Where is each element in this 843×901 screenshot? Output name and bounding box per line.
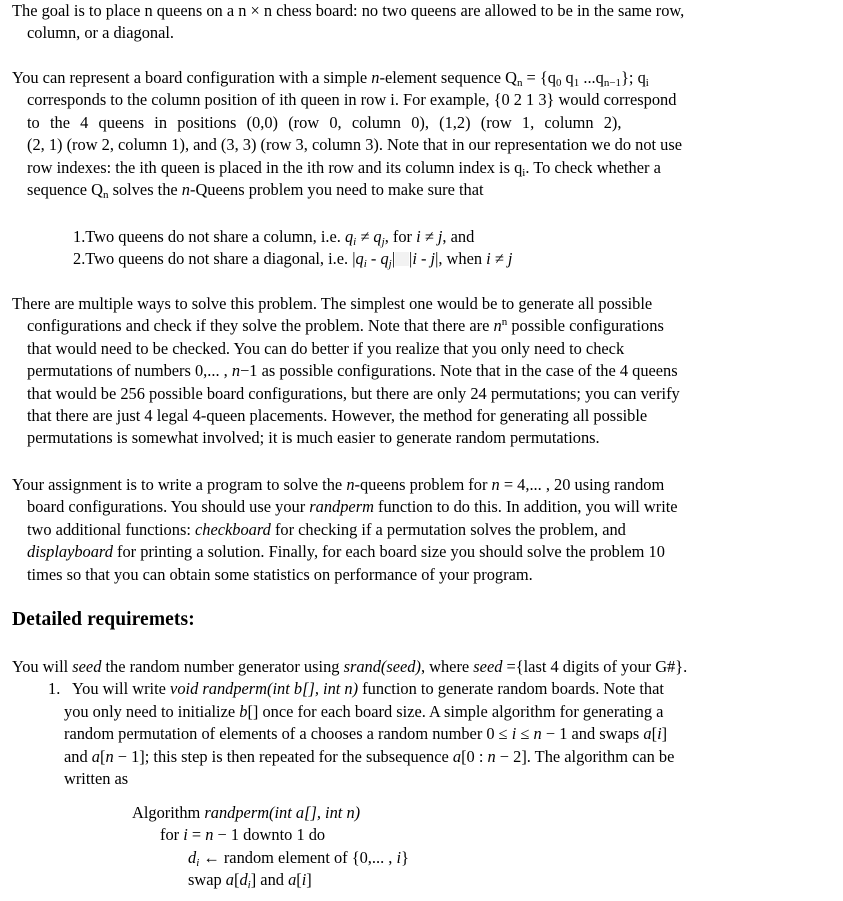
text-run: for printing a solution. Finally, for each board size you should solve the problem 10 [112,542,665,562]
text-run: 2.Two queens do not share a diagonal, i.e. | [73,249,356,269]
blank-gap [395,252,409,266]
function-signature: void randperm(int b[], int n) [170,679,359,699]
list-item [73,226,693,248]
text-run: }; q [621,68,646,87]
text-run: permutations of numbers 0,... , [27,361,232,381]
text-run: random permutation of elements of a chooses a random number 0 ≤ [64,724,512,744]
text-run: function to generate random boards. Note that [358,679,664,699]
math-var: i [396,847,402,867]
math-var: a [452,746,462,766]
text-run: Your assignment is to write a program to solve the [12,475,347,494]
text-line [12,496,804,518]
text-line [12,338,804,360]
text-run: function to do this. In addition, you will write [373,497,678,517]
math-sub: i [247,879,251,892]
math-var: i ≠ j [416,227,443,246]
math-var: q [355,249,364,269]
text-line [12,383,804,405]
text-line [12,701,804,723]
section-heading: Detailed requiremets: [12,609,195,630]
text-line [12,293,804,315]
text-line [12,723,804,745]
text-line [12,179,804,201]
math-var: n [231,361,241,381]
algorithm-block [132,802,552,892]
math-var: n [491,475,500,494]
text-run: 1. You will write [48,679,171,699]
text-run: ] [661,724,668,744]
math-sub: i [353,236,357,248]
math-var: i - j [412,249,436,269]
function-name: checkboard [194,519,271,539]
intro-paragraph [12,0,804,45]
text-run: that would be 256 possible board configurations, but there are only 24 permutations; you can verify [27,383,680,403]
text-run: corresponds to the column position of ith queen in row i. For example, {0 2 1 3} would correspond [27,90,677,110]
text-run: that there are just 4 legal 4-queen placements. However, the method for generating all possible [27,406,648,426]
text-run: written as [64,769,129,789]
math-var: q [344,227,354,246]
math-var: d [188,847,197,867]
text-line [12,541,804,563]
list-item [12,678,804,700]
math-var: n [181,180,190,200]
text-line [12,427,804,449]
text-line [12,22,804,44]
text-run: that would need to be checked. You can do better if you realize that you only need to check [27,338,625,358]
math-sub: n [516,77,523,89]
text-run: permutations is somewhat involved; it is much easier to generate random permutations. [27,428,600,448]
text-run: ≤ [516,724,534,744]
text-line [12,405,804,427]
text-run: ={last 4 digits of your G#}. [502,657,688,676]
text-run: you only need to initialize [64,701,240,721]
algorithm-line [132,802,552,824]
math-var: n [346,475,355,494]
math-var: - q [366,249,389,269]
math-var: a [288,870,297,890]
math-var: a [225,870,234,890]
text-run: solves the [108,180,182,200]
text-line [12,134,804,156]
math-var: d [239,870,248,890]
math-var: b [239,701,248,721]
function-signature: randperm(int a[], int n) [204,803,361,822]
requirements-section [12,656,804,790]
math-sub: 1 [573,77,580,89]
math-var: ≠ q [356,227,382,246]
text-run: ] [306,870,312,890]
text-run: -Queens problem you need to make sure that [190,180,484,200]
text-line [12,315,804,337]
math-sub: i [196,856,200,869]
math-sub: n [103,189,109,202]
conditions-list [73,226,693,271]
math-var: i [657,724,662,744]
assignment-paragraph [12,474,804,586]
math-sub: 0 [555,77,562,89]
math-sub: n−1 [603,77,622,89]
math-var: n [533,724,542,744]
math-var: a [91,746,100,766]
text-run: ← random element of {0,... , [199,847,397,867]
text-run: There are multiple ways to solve this problem. The simplest one would be to generate all possible [12,294,653,313]
text-line [12,89,804,111]
text-run: to the 4 queens in positions (0,0) (row 0, column 0), (1,2) (row 1, column 2), [27,112,622,132]
text-run: [ [651,724,658,744]
text-run: ] and [250,870,289,890]
text-run: |, when [435,249,487,269]
text-run: [] once for each board size. A simple algorithm for generating a [247,701,664,721]
text-run: (2, 1) (row 2, column 1), and (3, 3) (row 3, column 3). Note that in our representation we do not use [27,135,683,155]
text-run: −1 as possible configurations. Note that in the case of the 4 queens [240,361,678,381]
text-run: configurations and check if they solve the problem. Note that there are [27,316,494,336]
text-run: [ [234,870,240,890]
text-run: possible configurations [507,316,664,336]
text-line [12,360,804,382]
text-run: board configurations. You should use your [27,497,310,517]
text-run: − 1 and swaps [541,724,644,744]
text-run: swap [188,870,226,890]
math-var: i [511,724,517,744]
text-line [12,519,804,541]
math-var: n [105,746,114,766]
text-line [12,112,804,134]
function-name: displayboard [27,542,113,562]
text-run: times so that you can obtain some statistics on performance of your program. [27,564,533,584]
text-line [12,564,804,586]
math-sup: n [501,316,508,329]
function-name: randperm [309,497,374,517]
math-var: i [183,825,188,845]
text-line [12,67,804,89]
text-run: , and [442,227,475,246]
text-run: for [160,825,184,845]
text-run: − 2]. The algorithm can be [495,746,675,766]
text-run: [0 : [461,746,488,766]
text-run: = 4,... , 20 using random [499,475,665,494]
text-run: and [64,746,92,766]
text-run: sequence Q [27,180,103,200]
math-sub: i [645,77,649,89]
math-sub: i [363,258,367,271]
text-run: q [561,68,574,87]
text-run: | [409,249,413,269]
text-line [12,0,804,22]
methods-paragraph [12,293,804,450]
text-run: − 1]; this step is then repeated for the subsequence [113,746,453,766]
algorithm-line [132,869,552,891]
text-run: [ [296,870,302,890]
text-run: 1.Two queens do not share a column, i.e. [73,227,345,246]
math-sub: i [522,166,526,179]
text-line [12,474,804,496]
math-var: n [493,316,502,336]
text-run: [ [99,746,106,766]
text-run: You can represent a board configuration with a simple [12,68,372,87]
algorithm-line [132,847,552,869]
text-run: = [187,825,206,845]
text-run: , for [384,227,417,246]
text-line [12,768,804,790]
text-run: Algorithm [132,803,205,822]
math-sub: j [388,258,392,271]
text-run: } [401,847,409,867]
math-var: seed [473,657,503,676]
math-var: seed [72,657,102,676]
text-run: ...q [579,68,604,87]
algorithm-line [132,824,552,846]
text-run: -queens problem for [354,475,492,494]
text-line [12,746,804,768]
text-run: row indexes: the ith queen is placed in the ith row and its column index is q [27,157,523,177]
text-run: − 1 downto 1 do [213,825,326,845]
math-var: n [205,825,214,845]
math-var: i [301,870,307,890]
math-var: a [643,724,652,744]
text-run: , where [420,657,474,676]
math-var: i ≠ j [486,249,513,269]
list-item [73,248,693,270]
text-run: two additional functions: [27,519,195,539]
function-name: srand(seed) [343,657,421,676]
text-run: . To check whether a [525,157,661,177]
text-run: = {q [522,68,556,87]
text-run: | [391,249,396,269]
math-var: n [371,68,380,87]
text-run: the random number generator using [101,657,344,676]
text-run: -element sequence Q [379,68,517,87]
math-sub: j [381,236,385,248]
text-run: The goal is to place n queens on a n × n chess board: no two queens are allowed to be in the same row, [12,1,685,20]
text-line [12,157,804,179]
math-var: n [487,746,496,766]
text-run: for checking if a permutation solves the problem, and [270,519,626,539]
text-line [12,656,804,678]
text-run: column, or a diagonal. [27,23,175,43]
representation-paragraph [12,67,804,201]
text-run: You will [12,657,73,676]
